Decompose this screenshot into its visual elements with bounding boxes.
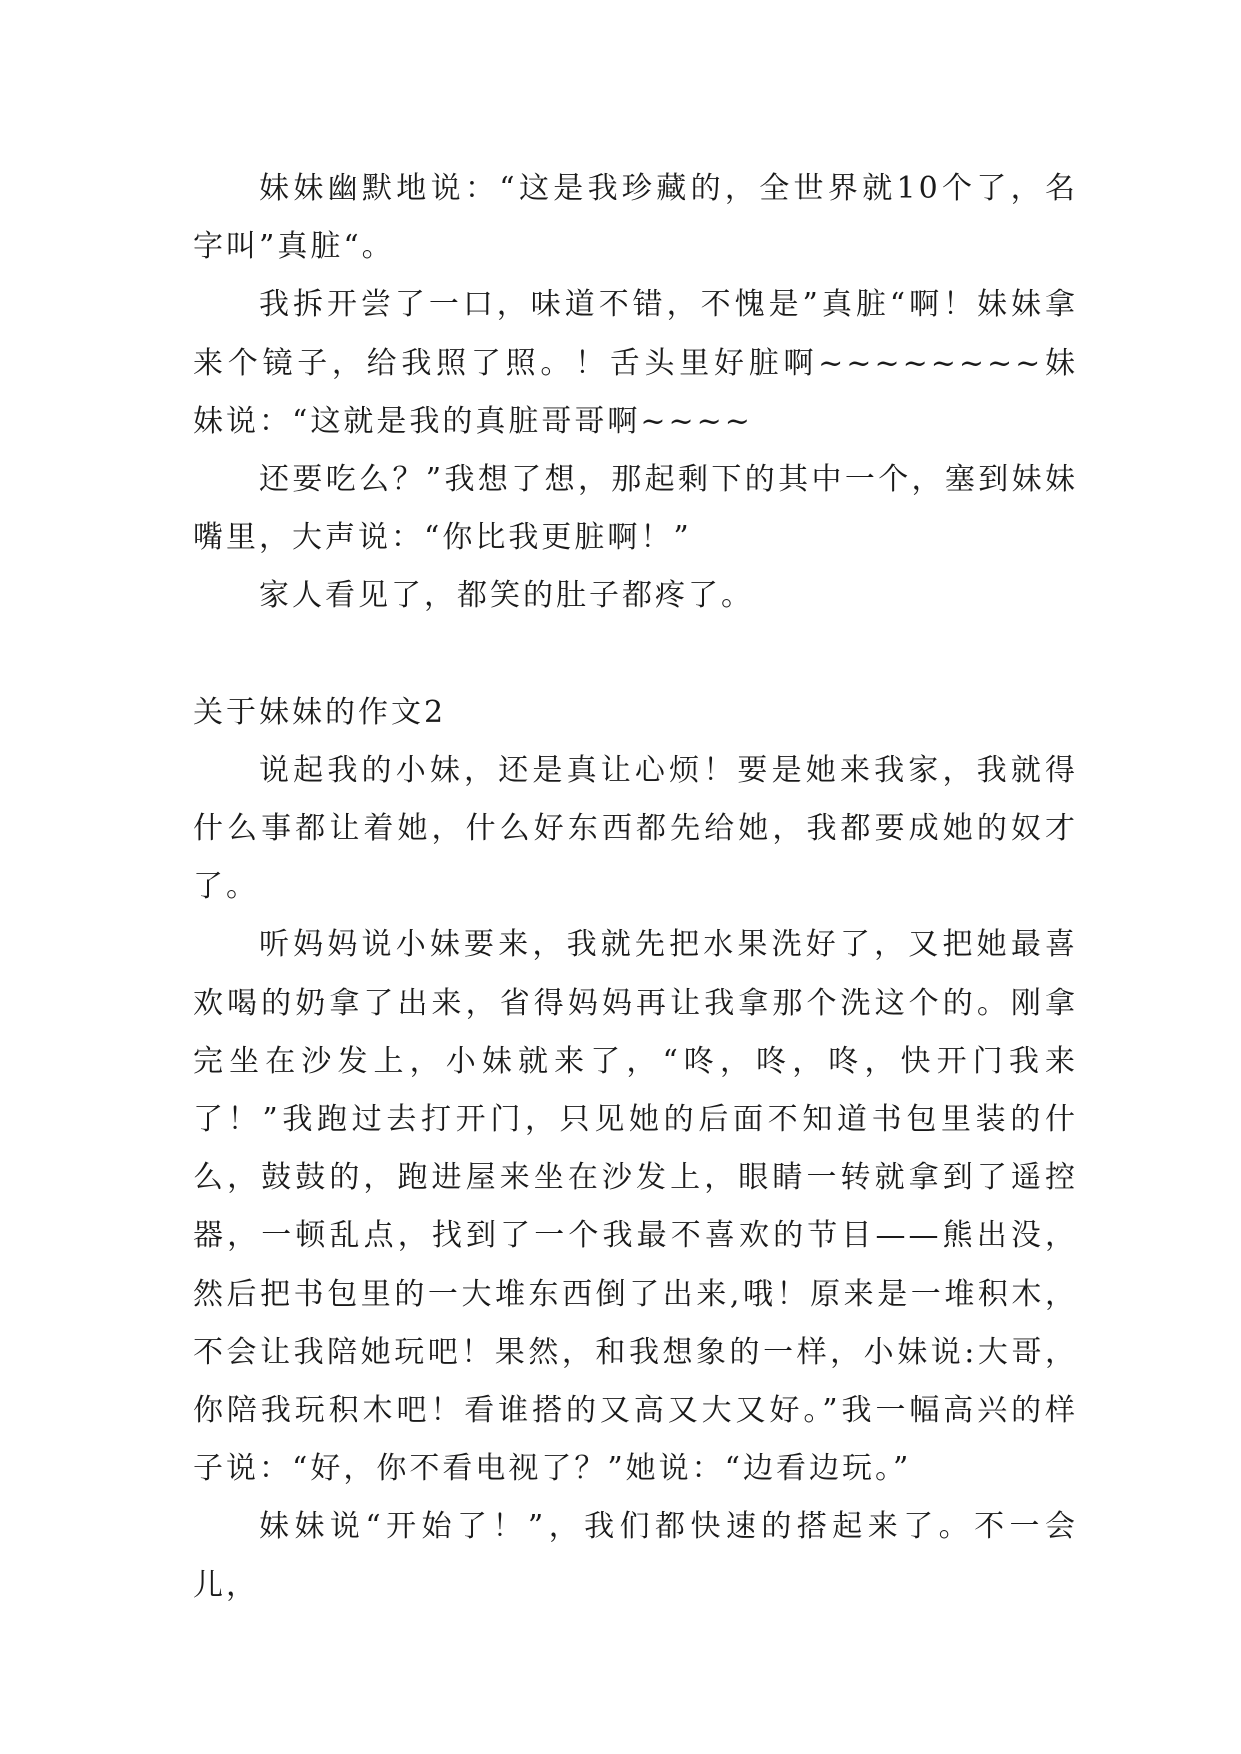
paragraph: 妹妹幽默地说：“这是我珍藏的，全世界就10个了，名字叫”真脏“。 (193, 171, 1078, 265)
document-body (193, 160, 1078, 1615)
paragraph: 妹妹说“开始了！”，我们都快速的搭起来了。不一会儿， (193, 1509, 1078, 1603)
paragraph: 家人看见了，都笑的肚子都疼了。 (259, 578, 754, 614)
paragraph: 听妈妈说小妹要来，我就先把水果洗好了，又把她最喜欢喝的奶拿了出来，省得妈妈再让我拿那个洗这个的。刚拿完坐在沙发上，小妹就来了，“咚，咚，咚，快开门我来了！”我跑过去打开门，只见她的后面不知道书包里装的什么，鼓鼓的，跑进屋来坐在沙发上，眼睛一转就拿到了遥控器，一顿乱点，找到了一个我最不喜欢的节目——熊出没，然后把书包里的一大堆东西倒了出来,哦！原来是一堆积木，不会让我陪她玩吧！果然，和我想象的一样，小妹说:大哥，你陪我玩积木吧！看谁搭的又高又大又好。”我一幅高兴的样子说：“好，你不看电视了？”她说：“边看边玩。” (193, 927, 1078, 1487)
section-title: 关于妹妹的作文2 (193, 694, 447, 730)
paragraph: 我拆开尝了一口，味道不错，不愧是”真脏“啊！妹妹拿来个镜子，给我照了照。！舌头里好脏啊~~~~~~~~妹妹说：“这就是我的真脏哥哥啊~~~~ (193, 287, 1078, 439)
section-spacer (193, 626, 1078, 684)
paragraph: 说起我的小妹，还是真让心烦！要是她来我家，我就得什么事都让着她，什么好东西都先给她，我都要成她的奴才了。 (193, 752, 1078, 905)
paragraph: 还要吃么？”我想了想，那起剩下的其中一个，塞到妹妹嘴里，大声说：“你比我更脏啊！” (193, 462, 1078, 556)
